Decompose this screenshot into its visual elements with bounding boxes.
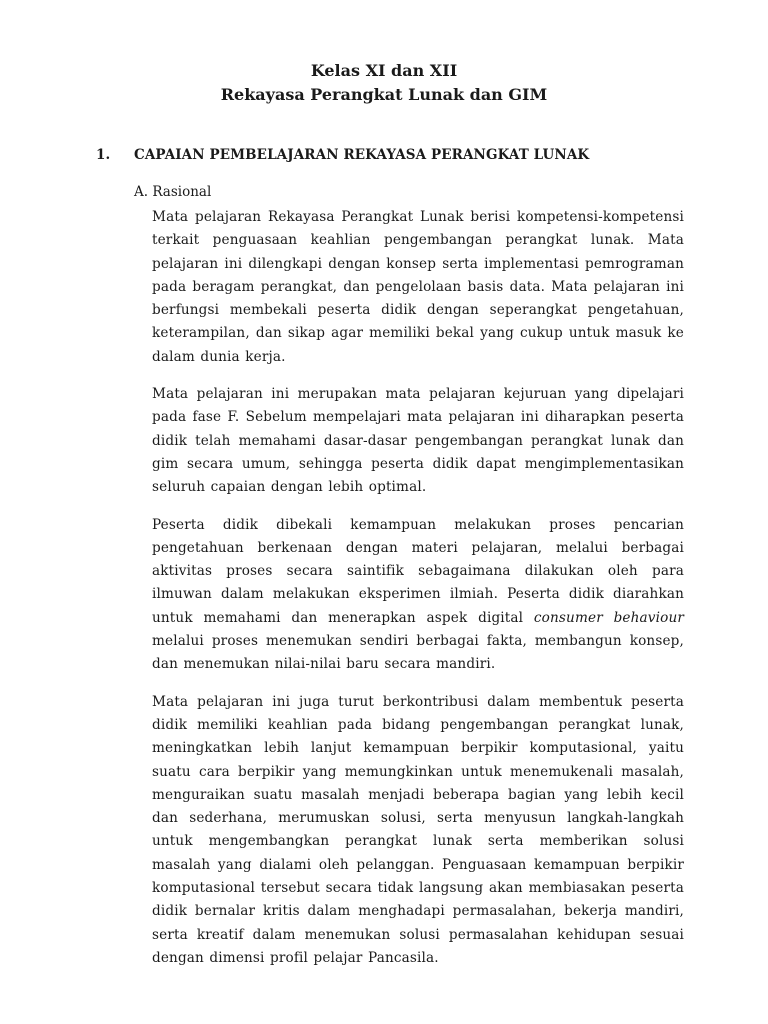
document-title-line-1: Kelas XI dan XII — [310, 61, 458, 80]
body-text — [152, 206, 684, 984]
document-title-line-2: Rekayasa Perangkat Lunak dan GIM — [220, 85, 548, 104]
section-number: 1. — [96, 147, 111, 163]
paragraph-2: Mata pelajaran ini merupakan mata pelajaran kejuruan yang dipelajari pada fase F. Sebelum mempelajari mata pelajaran ini diharapkan peserta didik telah memahami dasar-dasar pengembangan perangkat lunak dan gim secara umum, sehingga peserta didik dapat mengimplementasikan seluruh capaian dengan lebih optimal. — [152, 386, 684, 496]
paragraph-3-italic-term: consumer behaviour — [533, 609, 685, 626]
paragraph-1: Mata pelajaran Rekayasa Perangkat Lunak berisi kompetensi-kompetensi terkait penguasaan keahlian pengembangan perangkat lunak. Mata pelajaran ini dilengkapi dengan konsep serta implementasi pemrograman pada beragam perangkat, dan pengelolaan basis data. Mata pelajaran ini berfungsi membekali peserta didik dengan seperangkat pengetahuan, keterampilan, dan sikap agar memiliki bekal yang cukup untuk masuk ke dalam dunia kerja. — [152, 209, 684, 365]
subsection-label: A. Rasional — [134, 184, 212, 200]
section-heading — [96, 145, 589, 165]
section-title: CAPAIAN PEMBELAJARAN REKAYASA PERANGKAT LUNAK — [134, 147, 590, 163]
paragraph-3 — [152, 514, 684, 677]
paragraph-4: Mata pelajaran ini juga turut berkontribusi dalam membentuk peserta didik memiliki keahlian pada bidang pengembangan perangkat lunak, meningkatkan lebih lanjut kemampuan berpikir komputasional, yaitu suatu cara berpikir yang memungkinkan untuk menemukenali masalah, menguraikan suatu masalah menjadi beberapa bagian yang lebih kecil dan sederhana, merumuskan solusi, serta menyusun langkah-langkah untuk mengembangkan perangkat lunak serta memberikan solusi masalah yang dialami oleh pelanggan. Penguasaan kemampuan berpikir komputasional tersebut secara tidak langsung akan membiasakan peserta didik bernalar kritis dalam menghadapi permasalahan, bekerja mandiri, serta kreatif dalam menemukan solusi permasalahan kehidupan sesuai dengan dimensi profil pelajar Pancasila. — [152, 693, 684, 966]
paragraph-3-text-b: melalui proses menemukan sendiri berbagai fakta, membangun konsep, dan menemukan nilai-nilai baru secara mandiri. — [152, 633, 684, 673]
paragraph-3-text-a: Peserta didik dibekali kemampuan melakukan proses pencarian pengetahuan berkenaan dengan materi pelajaran, melalui berbagai aktivitas proses secara saintifik sebagaimana dilakukan oleh para ilmuwan dalam melakukan eksperimen ilmiah. Peserta didik diarahkan untuk memahami dan menerapkan aspek digital — [152, 516, 684, 626]
